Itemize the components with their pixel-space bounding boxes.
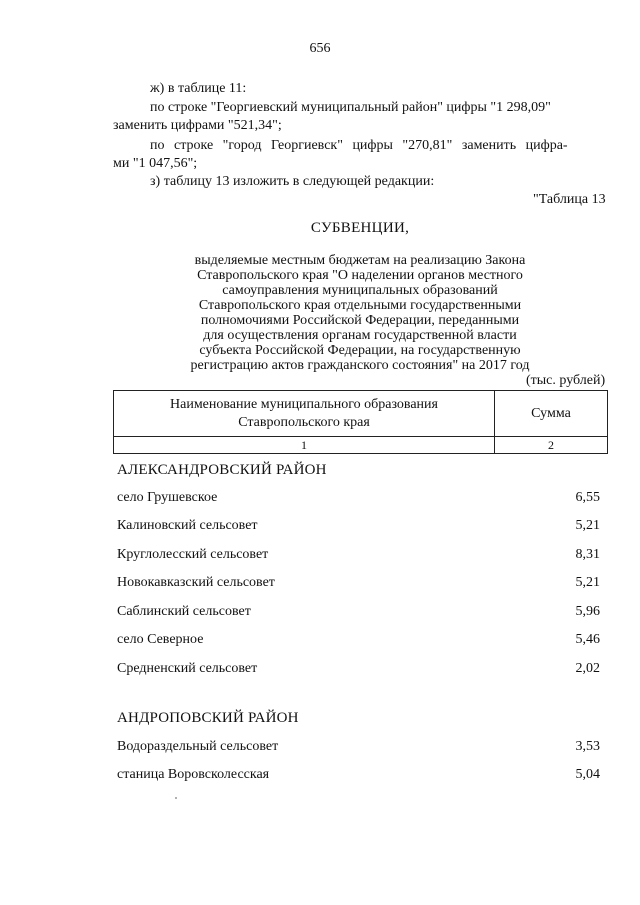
document-title: СУБВЕНЦИИ,	[310, 220, 410, 236]
subtitle-line: субъекта Российской Федерации, на государственную	[199, 343, 521, 358]
intro-line-2a: по строке "город Георгиевск" цифры "270,81" заменить цифра-	[150, 138, 568, 153]
intro-line-2b: ми "1 047,56";	[113, 156, 198, 171]
header-sum-cell: Сумма	[495, 391, 608, 437]
intro-line-1b: заменить цифрами "521,34";	[113, 118, 282, 133]
page-number: 656	[309, 41, 331, 56]
subtitle-line: регистрацию актов гражданского состояния" на 2017 год	[190, 358, 530, 373]
municipality-amount: 5,46	[575, 632, 600, 647]
municipality-name: Водораздельный сельсовет	[117, 739, 279, 754]
municipality-name: Новокавказский сельсовет	[117, 575, 275, 590]
municipality-name: Средненский сельсовет	[117, 661, 258, 676]
municipality-amount: 5,21	[575, 518, 600, 533]
municipality-name: село Северное	[117, 632, 204, 647]
document-subtitle	[150, 253, 570, 373]
table-reference: "Таблица 13	[533, 192, 606, 207]
municipality-amount: 5,96	[575, 604, 600, 619]
municipality-amount: 5,04	[575, 767, 600, 782]
intro-line-1a	[150, 99, 608, 117]
header-name-line-2: Ставропольского края	[238, 414, 370, 430]
subtitle-line: Ставропольского края отдельными государственными	[198, 298, 522, 313]
subtitle-line: для осуществления органам государственной власти	[203, 328, 517, 343]
municipality-name: Саблинский сельсовет	[117, 604, 251, 619]
subtitle-line: выделяемые местным бюджетам на реализацию Закона	[194, 253, 526, 268]
municipality-amount: 8,31	[575, 547, 600, 562]
subtitle-line: полномочиями Российской Федерации, переданными	[200, 313, 520, 328]
district-heading: АНДРОПОВСКИЙ РАЙОН	[117, 710, 299, 726]
municipality-name: Калиновский сельсовет	[117, 518, 258, 533]
municipality-name: Круглолесский сельсовет	[117, 547, 269, 562]
municipality-amount: 3,53	[575, 739, 600, 754]
municipality-amount: 6,55	[575, 490, 600, 505]
municipality-amount: 2,02	[575, 661, 600, 676]
item-zh: ж) в таблице 11:	[150, 81, 247, 96]
column-number-1: 1	[114, 437, 495, 454]
item-z: з) таблицу 13 изложить в следующей редакции:	[150, 174, 435, 189]
scan-speck	[175, 797, 177, 799]
municipality-name: станица Воровсколесская	[117, 767, 270, 782]
municipality-amount: 5,21	[575, 575, 600, 590]
municipality-name: село Грушевское	[117, 490, 218, 505]
column-number-2: 2	[495, 437, 608, 454]
district-heading: АЛЕКСАНДРОВСКИЙ РАЙОН	[117, 462, 327, 478]
header-name-cell	[114, 391, 495, 437]
header-name-line-1: Наименование муниципального образования	[170, 396, 438, 412]
units-label: (тыс. рублей)	[526, 373, 606, 388]
table-header	[113, 390, 608, 454]
subtitle-line: самоуправления муниципальных образований	[222, 283, 498, 298]
subtitle-line: Ставропольского края "О наделении органов местного	[197, 268, 523, 283]
intro-line-1a-text: по строке "Георгиевский муниципальный район" цифры "1 298,09"	[150, 100, 551, 115]
